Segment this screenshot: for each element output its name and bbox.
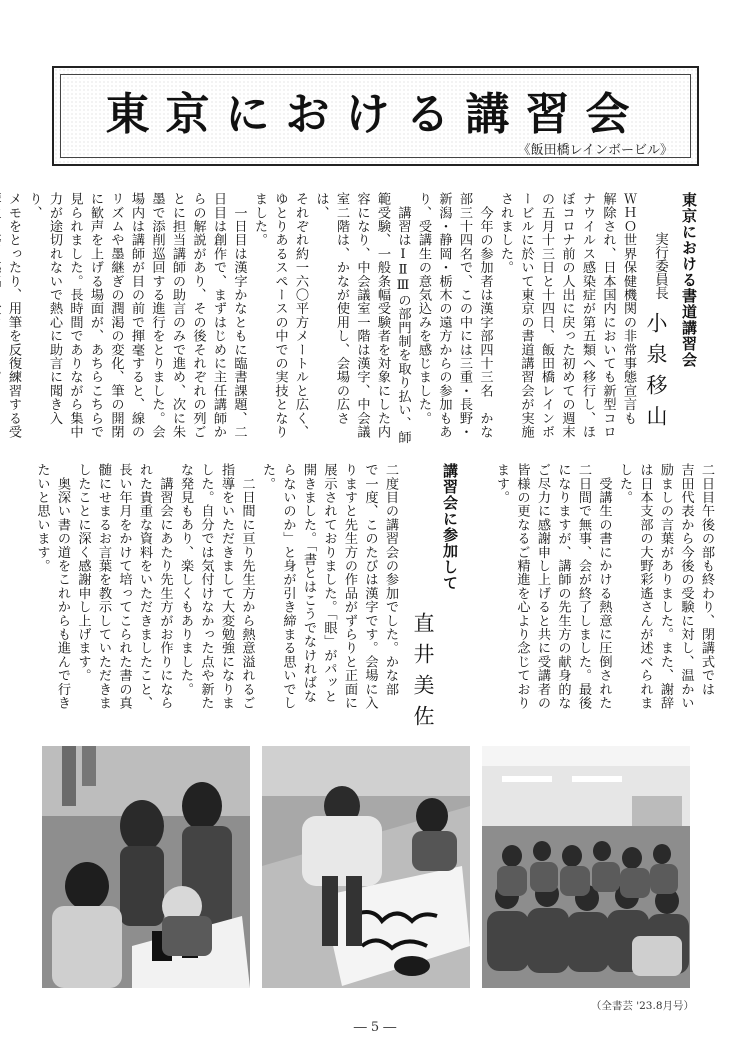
article1-body-bottom: 二日目午後の部も終わり、閉講式では 吉田代表から今後の受験に対し、温かい 励ましの言葉がありました。また、謝辞 は日本支部の大野彩遙さんが述べられま した。 受講生の書にかける熱意に圧倒された 二日間で無事、会が終了しました。最後 になりますが、講師の先生方の献身的な ご尽力に感謝申し上げると共に受講者の 皆様の更なるご精進を心より念じており ます。 — [494, 463, 714, 710]
photo-lecture-hall — [482, 746, 690, 988]
article1-heading: 東京における書道講習会 — [680, 192, 698, 368]
page-title: 東京における講習会 — [105, 89, 646, 140]
page-subtitle: 《飯田橋レインボービル》 — [517, 143, 673, 158]
article1-body-top: ＷＨＯ世界保健機関の非常事態宣言も 解除され、日本国内においても新型コロ ナウイルス感染症が第五類へ移行し、ほ ぼコロナ前の人出に戻った初めての週末 の五月十三日と十四日、飯田橋レインボ ービルに於いて東京の書道講習会が実施 されました。 今年の参加者は漢字部四十三名 かな 部三十四名で、この中には三重・長野・ 新潟・静岡・栃木の遠方からの参加もあ り、受講生の意気込みを感じました。 講習はⅠⅡⅢの部門制を取り払い、師 範受験、一般条幅受験者を対象にした内 容になり、中会議室一階は漢字、中会議 室二階は、かなが使用し、会場の広さは、 それぞれ約一六〇平方メートルと広く、 ゆとりあるスペースの中での実技となり ました。 一日目は漢字かなともに臨書課題、二 日目は創作で、まずはじめに主任講師か らの解説があり、その後それぞれの列ご とに担当講師の助言のみで進め、次に朱 墨で添削巡回する進行をとりました。会 場内は講師が目の前で揮毫すると、線の リズムや墨継ぎの潤渇の変化、筆の開閉 に歓声を上げる場面が、あちらこちらで 見られました。長時間でありながら集中 力が途切れないで熱心に助言に聞き入り、 メモをとったり、用筆を反復練習する受 — [6, 192, 636, 444]
photo-calligraphy-demonstration — [42, 746, 250, 988]
title-box — [52, 66, 699, 166]
page-number: ― 5 ― — [353, 1020, 397, 1035]
article2-body: 二度目の講習会の参加でした。かな部 で一度、このたびは漢字です。会場に入 りますと先生方の作品がずらりと正面に 展示されておりました。「眼」がパッと 開きました。「書とはこうでなければな らないのか」と身が引き締まる思いでし た。 二日間に亘り先生方から熱意溢れるご 指導をいただきまして大変勉強になりま した。自分では気付けなかった点や新た な発見もあり、楽しくもありました。 講習会にあたり先生方がお作りになら れた貴重な資料をいただきましたこと、 長い年月をかけて培ってこられた書の真 髄にせまるお言葉を教示していただきま したことに深く感謝申し上げます。 奥深い書の道をこれからも進んで行き たいと思います。 — [34, 463, 398, 710]
article1-author: 小泉移山 — [644, 312, 668, 436]
article2-heading: 講習会に参加して — [441, 463, 459, 591]
publication-source: （全書芸 '23.8月号） — [590, 1000, 694, 1012]
article2-author: 直井美佐 — [411, 612, 435, 736]
article1-role: 実行委員長 — [652, 232, 668, 300]
photo-students-practicing — [262, 746, 470, 988]
